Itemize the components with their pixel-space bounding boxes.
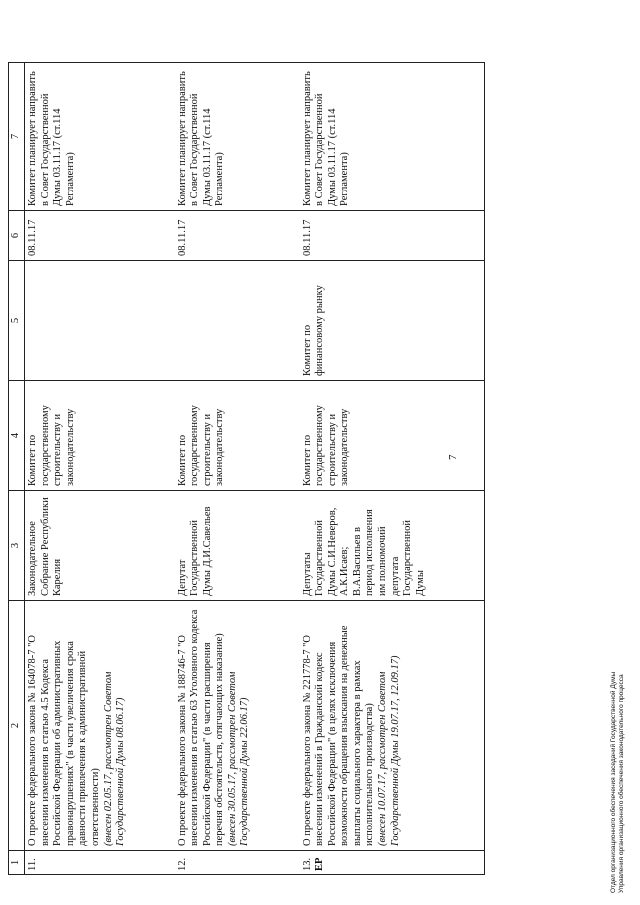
note: Комитет планирует направить в Совет Государственной Думы 03.11.17 (ст.114 Регламента): [300, 63, 485, 211]
bill-title: О проекте федерального закона № 188746-7 "О внесении изменения в статью 63 Уголовного кодекса Российской Федерации" (в части расширения перечня обстоятельств, отягчающих наказание): [176, 609, 226, 846]
row-number-cell: [300, 851, 485, 875]
bill-title: О проекте федерального закона № 221778-7 "О внесении изменений в Гражданский кодекс Российской Федерации" (в целях исключения возможности обращения взыскания на денежные выплаты социального характера в рамках исполнительного производства): [301, 625, 376, 846]
date: 08.11.17: [25, 211, 175, 261]
responsible-committee: Комитет по государственному строительству и законодательству: [25, 381, 175, 491]
page-number: 7: [447, 454, 459, 460]
table-row: [300, 63, 485, 875]
column-number-row: [9, 63, 25, 875]
responsible-committee: Комитет по государственному строительству и законодательству: [175, 381, 300, 491]
bill-status-note: (внесен 10.07.17, рассмотрен Советом Государственной Думы 19.07.17, 12.09.17): [377, 655, 401, 846]
column-number: 7: [9, 63, 25, 211]
co-executor: Комитет по финансовому рынку: [300, 261, 485, 381]
footer: [610, 672, 626, 893]
co-executor: [25, 261, 175, 381]
table-row: [25, 63, 175, 875]
responsible-committee: Комитет по государственному строительству и законодательству: [300, 381, 485, 491]
bill-title-cell: [175, 601, 300, 851]
row-number: 12.: [175, 851, 300, 875]
faction-label: ЕР: [314, 857, 326, 871]
bill-title-cell: [25, 601, 175, 851]
column-number: 3: [9, 491, 25, 601]
footer-line: Управления организационного обеспечения законодательного процесса: [618, 674, 625, 893]
agenda-table: [8, 62, 485, 875]
row-number: 11.: [25, 851, 175, 875]
co-executor: [175, 261, 300, 381]
footer-line: Отдел организационного обеспечения заседаний Государственной Думы: [610, 671, 617, 893]
initiator: Законодательное Собрание Республики Карелия: [25, 491, 175, 601]
bill-title: О проекте федерального закона № 164078-7 "О внесении изменения в статью 4.5 Кодекса Российской Федерации об административных правонарушениях" (в части увеличения срока давности привлечения к административной ответственности): [27, 634, 101, 846]
column-number: 1: [9, 851, 25, 875]
column-number: 5: [9, 261, 25, 381]
note: Комитет планирует направить в Совет Государственной Думы 03.11.17 (ст.114 Регламента): [25, 63, 175, 211]
column-number: 2: [9, 601, 25, 851]
row-number: 13.: [301, 857, 313, 871]
bill-status-note: (внесен 30.05.17, рассмотрен Советом Государственной Думы 22.06.17): [226, 671, 251, 846]
initiator: Депутат Государственной Думы Д.И.Савельев: [175, 491, 300, 601]
note: Комитет планирует направить в Совет Государственной Думы 03.11.17 (ст.114 Регламента): [175, 63, 300, 211]
column-number: 4: [9, 381, 25, 491]
date: 08.11.17: [175, 211, 300, 261]
bill-title-cell: [300, 601, 485, 851]
date: 08.11.17: [300, 211, 485, 261]
column-number: 6: [9, 211, 25, 261]
initiator: Депутаты Государственной Думы С.И.Неверов, А.К.Исаев; В.А.Васильев в период исполнения им полномочий депутата Государственной Думы: [300, 491, 485, 601]
bill-status-note: (внесен 02.05.17, рассмотрен Советом Государственной Думы 08.06.17): [102, 671, 127, 846]
table-row: [175, 63, 300, 875]
